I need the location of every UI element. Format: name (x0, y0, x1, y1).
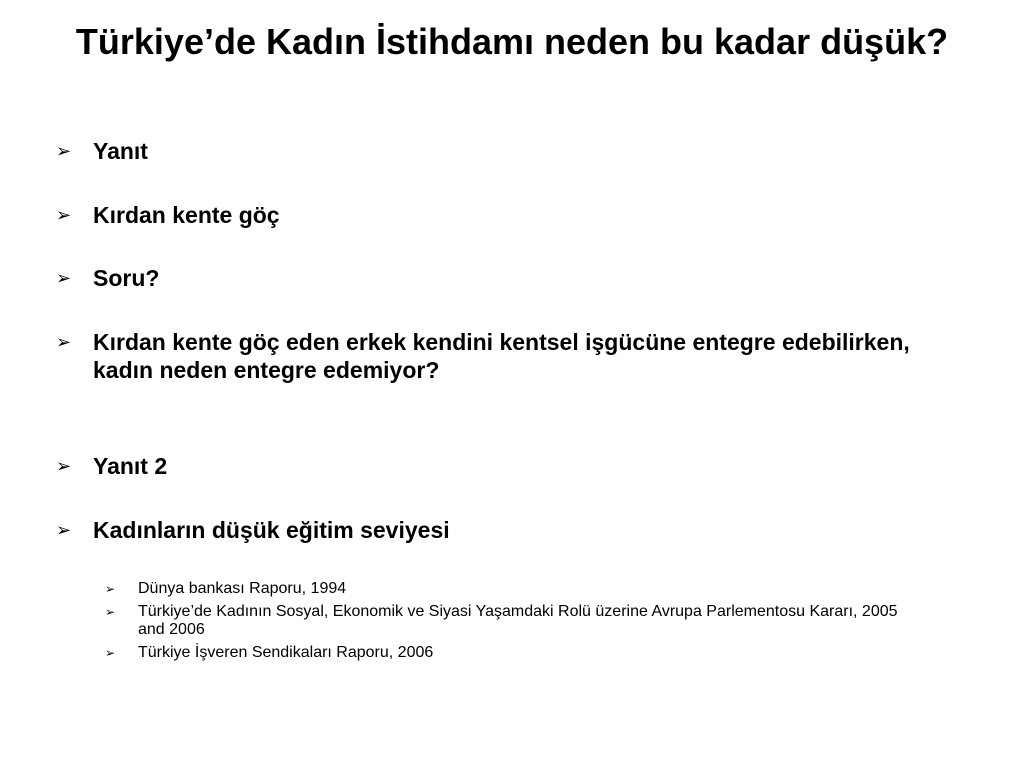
bullet-text: Yanıt 2 (93, 453, 168, 479)
arrow-bullet-icon: ➢ (56, 332, 72, 352)
bullet-text: Kırdan kente göç eden erkek kendini kentsel işgücüne entegre edebilirken, kadın neden entegre edemiyor? (93, 329, 910, 383)
bullet-item (56, 452, 956, 480)
bullet-text: Yanıt (93, 138, 148, 164)
sub-bullet-text: Türkiye İşveren Sendikaları Raporu, 2006 (138, 644, 434, 661)
sub-bullet-item (105, 603, 925, 639)
bullet-item (56, 137, 956, 165)
sub-bullet-item (105, 644, 925, 662)
arrow-bullet-icon: ➢ (56, 520, 72, 540)
sub-bullet-item (105, 580, 925, 598)
sub-bullet-text: Dünya bankası Raporu, 1994 (138, 580, 347, 597)
bullet-text: Kadınların düşük eğitim seviyesi (93, 517, 450, 543)
arrow-bullet-icon: ➢ (105, 582, 116, 596)
arrow-bullet-icon: ➢ (56, 141, 72, 161)
arrow-bullet-icon: ➢ (56, 268, 72, 288)
arrow-bullet-icon: ➢ (56, 205, 72, 225)
arrow-bullet-icon: ➢ (105, 646, 116, 660)
arrow-bullet-icon: ➢ (105, 605, 116, 619)
sub-bullet-text: Türkiye’de Kadının Sosyal, Ekonomik ve Siyasi Yaşamdaki Rolü üzerine Avrupa Parlementosu Kararı, 2005 and 2006 (138, 603, 898, 638)
bullet-text: Kırdan kente göç (93, 202, 280, 228)
arrow-bullet-icon: ➢ (56, 456, 72, 476)
slide-title: Türkiye’de Kadın İstihdamı neden bu kadar düşük? (75, 21, 949, 62)
bullet-item (56, 328, 956, 384)
bullet-item (56, 516, 956, 544)
bullet-item (56, 264, 956, 292)
bullet-item (56, 201, 956, 229)
bullet-text: Soru? (93, 265, 160, 291)
